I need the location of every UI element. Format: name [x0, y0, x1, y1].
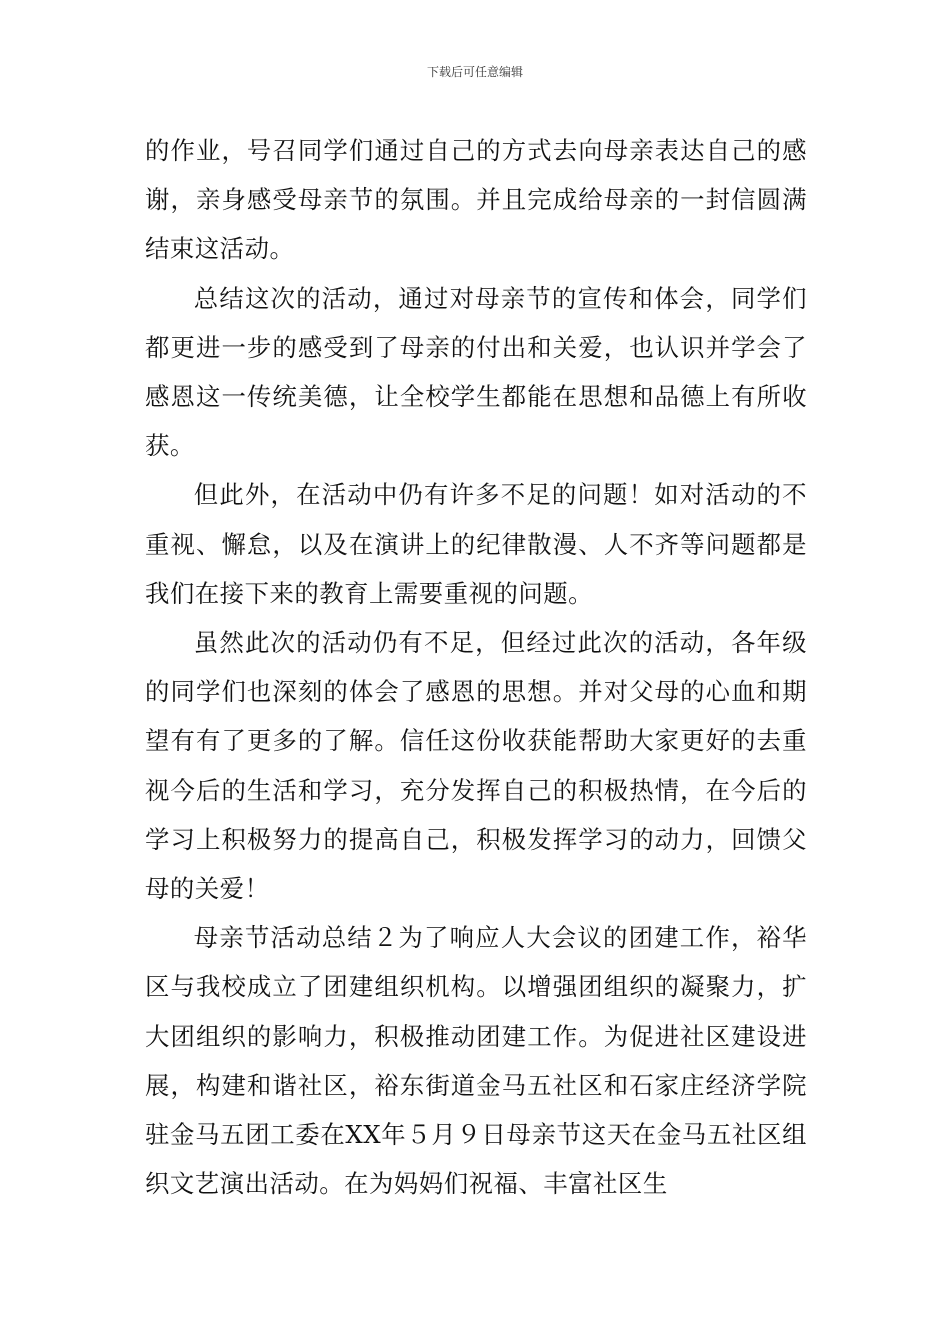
document-body	[145, 126, 807, 1208]
paragraph-2: 总结这次的活动，通过对母亲节的宣传和体会，同学们都更进一步的感受到了母亲的付出和关爱，也认识并学会了感恩这一传统美德，让全校学生都能在思想和品德上有所收获。	[145, 283, 807, 461]
paragraph-4: 虽然此次的活动仍有不足，但经过此次的活动，各年级的同学们也深刻的体会了感恩的思想。并对父母的心血和期望有有了更多的了解。信任这份收获能帮助大家更好的去重视今后的生活和学习，充分发挥自己的积极热情，在今后的学习上积极努力的提高自己，积极发挥学习的动力，回馈父母的关爱！	[145, 628, 807, 904]
paragraph-3: 但此外，在活动中仍有许多不足的问题！如对活动的不重视、懈怠，以及在演讲上的纪律散漫、人不齐等问题都是我们在接下来的教育上需要重视的问题。	[145, 480, 807, 608]
paragraph-1: 的作业，号召同学们通过自己的方式去向母亲表达自己的感谢，亲身感受母亲节的氛围。并且完成给母亲的一封信圆满结束这活动。	[145, 136, 807, 264]
page-header: 下载后可任意编辑	[426, 65, 523, 79]
paragraph-5: 母亲节活动总结２为了响应人大会议的团建工作，裕华区与我校成立了团建组织机构。以增强团组织的凝聚力，扩大团组织的影响力，积极推动团建工作。为促进社区建设进展，构建和谐社区，裕东街道金马五社区和石家庄经济学院驻金马五团工委在XX年５月９日母亲节这天在金马五社区组织文艺演出活动。在为妈妈们祝福、丰富社区生	[145, 923, 807, 1199]
